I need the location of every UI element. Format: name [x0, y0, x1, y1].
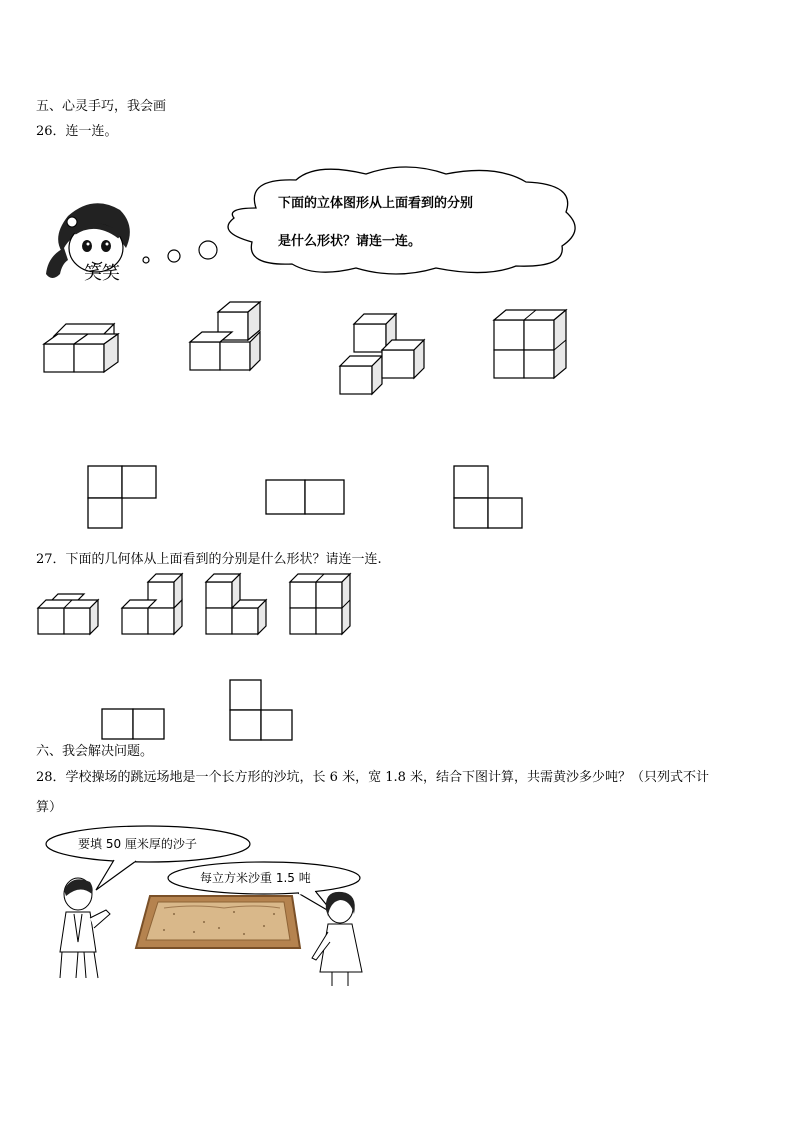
question-26-label: 26．连一连。 [36, 124, 118, 139]
q26-solid-2 [188, 298, 268, 378]
q26-top-view-1 [86, 464, 158, 530]
question-27-label: 27．下面的几何体从上面看到的分别是什么形状？请连一连. [36, 552, 382, 567]
boy-illustration [48, 872, 118, 982]
girl-illustration [306, 888, 376, 988]
q27-top-view-1 [100, 707, 166, 741]
bubble-text-line-1: 下面的立体图形从上面看到的分别 [278, 196, 474, 211]
question-28-line-1: 28．学校操场的跳远场地是一个长方形的沙坑，长 6 米，宽 1.8 米，结合下图计算，共需黄沙多少吨？（只列式不计 [36, 770, 710, 785]
character-name: 笑笑 [84, 263, 120, 284]
speech-boy-text: 要填 50 厘米厚的沙子 [78, 837, 197, 851]
q27-solid-1 [36, 590, 106, 638]
q27-solid-4 [288, 574, 358, 638]
q26-top-view-2 [264, 478, 346, 516]
question-28-line-2: 算） [36, 800, 63, 815]
q26-solid-1 [42, 318, 132, 378]
bubble-text-line-2: 是什么形状？请连一连。 [278, 234, 422, 249]
section-5-heading: 五、心灵手巧，我会画 [36, 99, 167, 114]
q27-solid-3 [204, 574, 274, 638]
sandpit-illustration [134, 892, 304, 952]
thought-bubble [216, 168, 586, 278]
q27-solid-2 [120, 574, 190, 638]
q26-top-view-3 [452, 464, 524, 530]
speech-girl-text: 每立方米沙重 1.5 吨 [200, 871, 311, 885]
q27-top-view-2 [228, 678, 294, 742]
q26-solid-4 [492, 308, 582, 388]
section-6-heading: 六、我会解决问题。 [36, 744, 154, 759]
q26-solid-3 [338, 308, 438, 398]
thought-dots [140, 238, 220, 268]
